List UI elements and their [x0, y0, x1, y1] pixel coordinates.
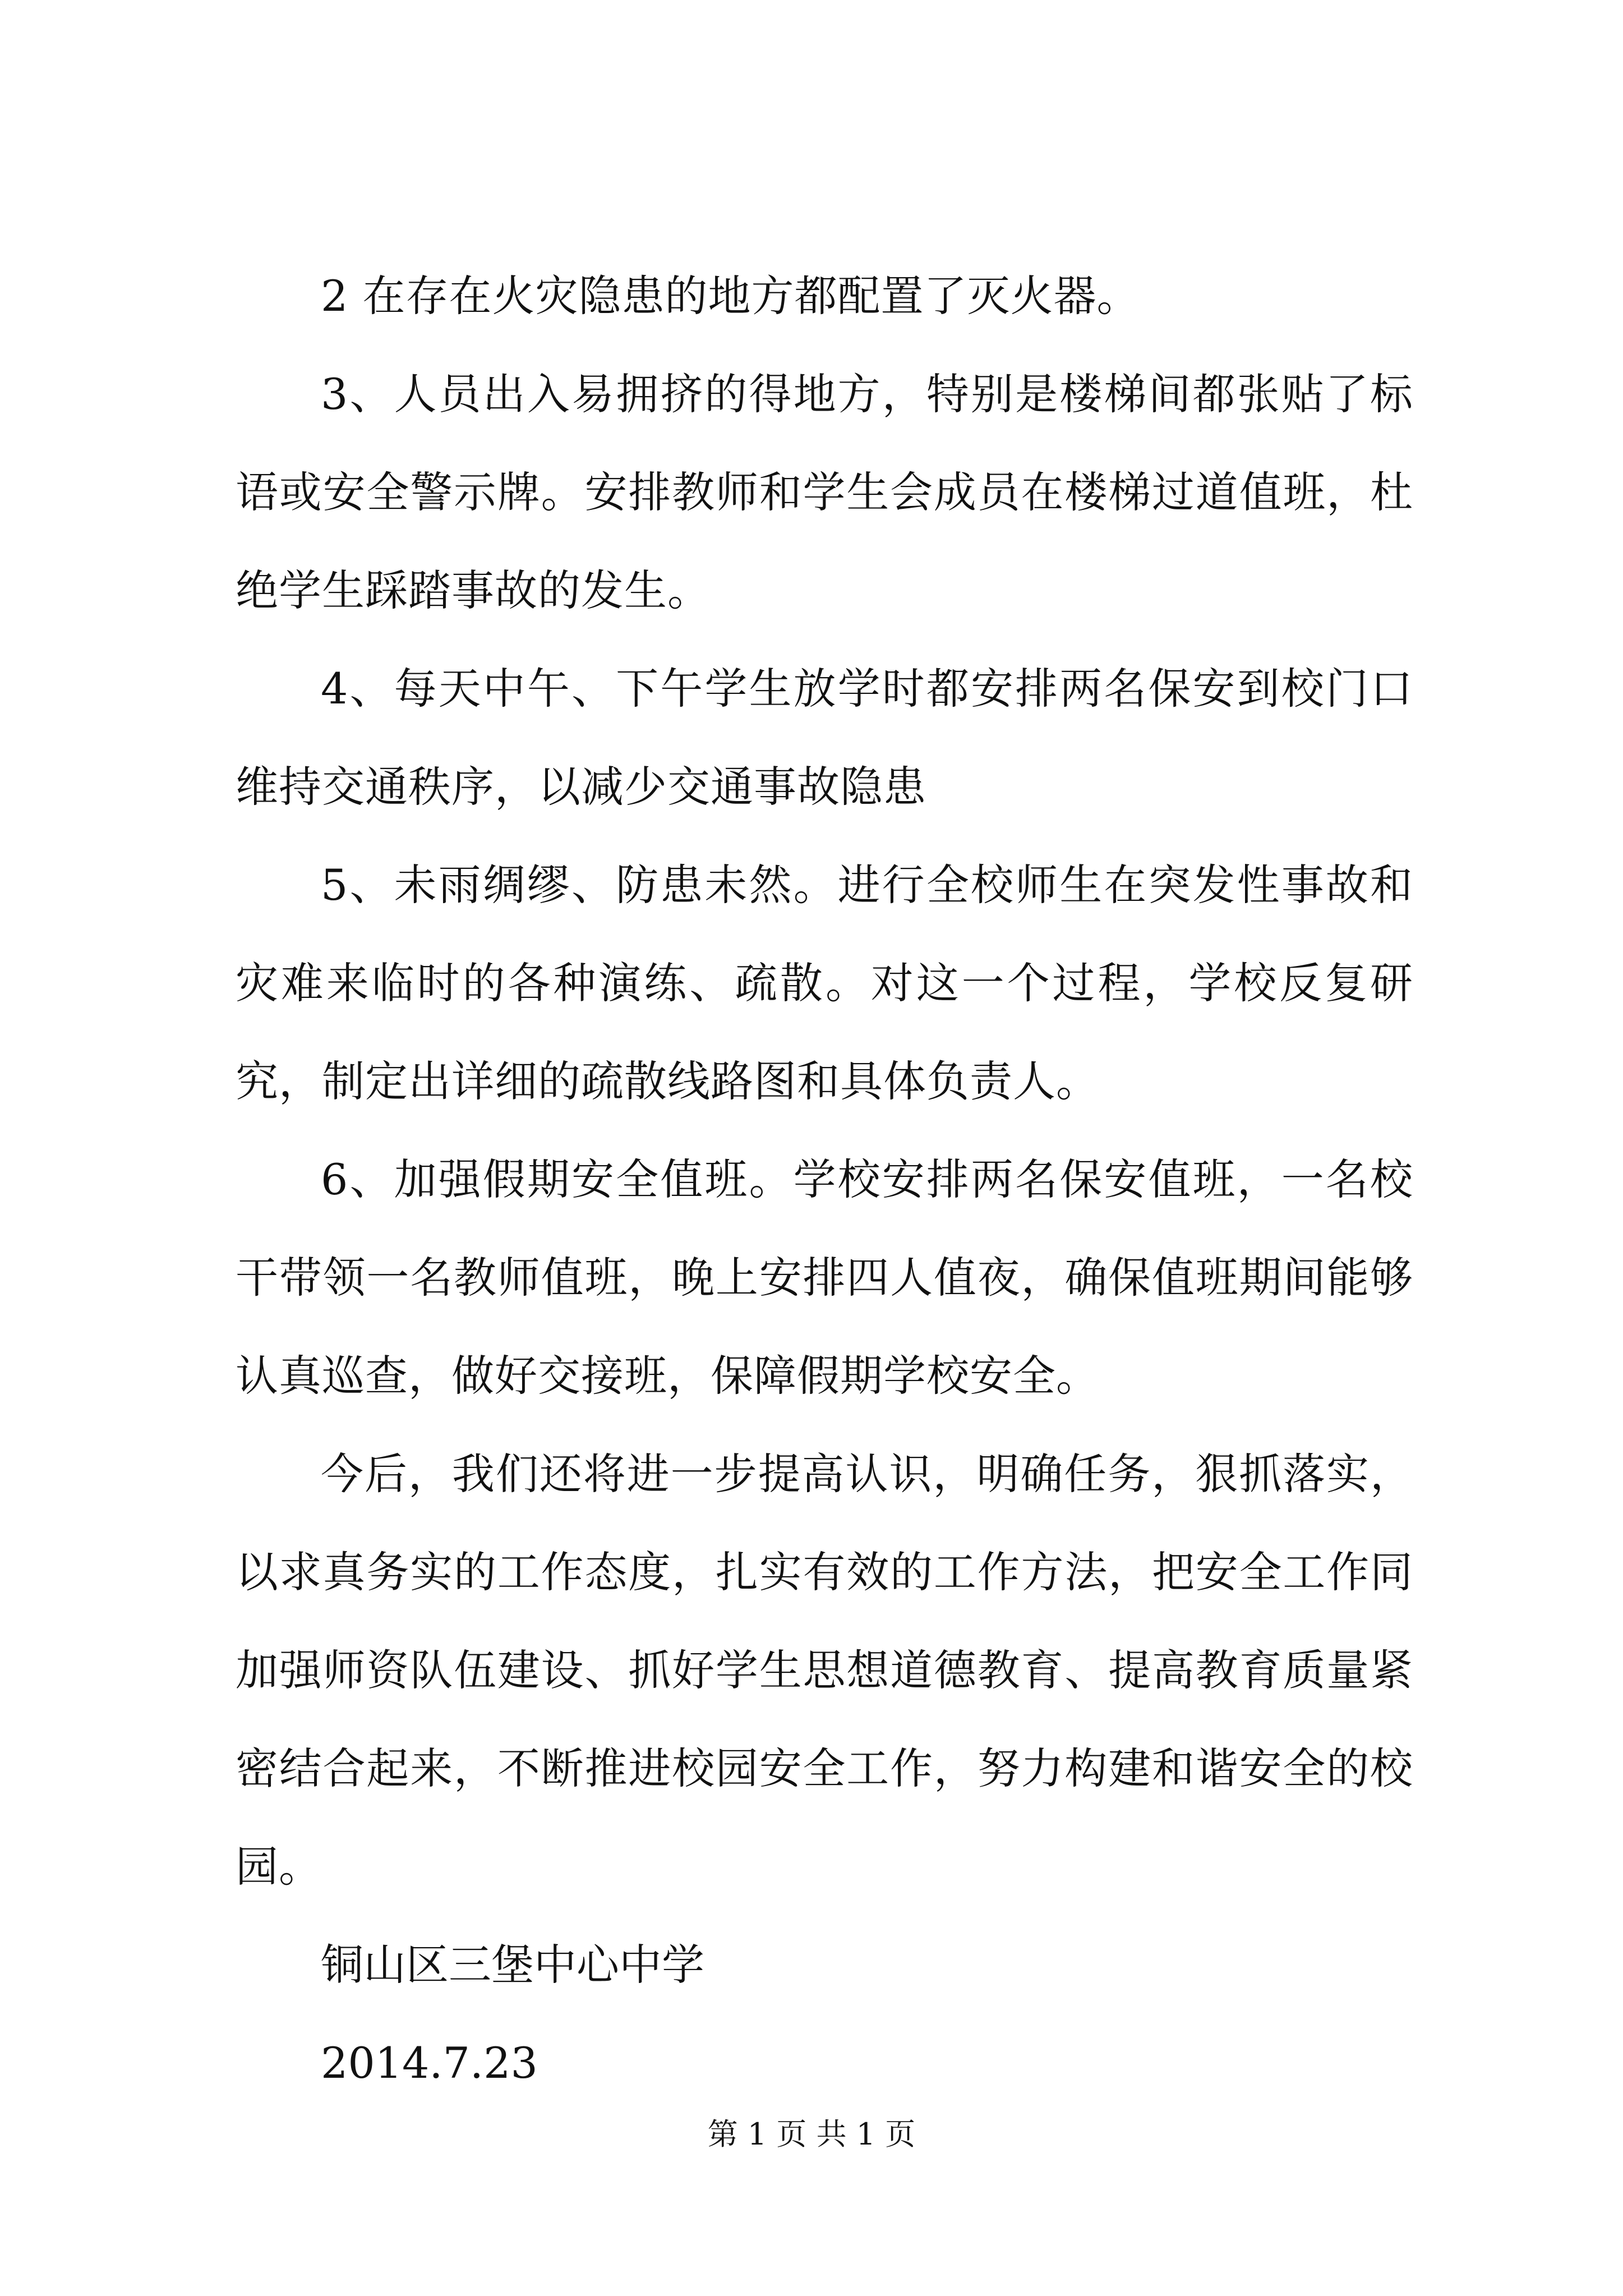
signature-date: 2014.7.23 [321, 2038, 538, 2088]
signature-organization: 铜山区三堡中心中学 [321, 1940, 704, 1990]
paragraph-fire-extinguishers: 2 在存在火灾隐患的地方都配置了灭火器。 [321, 271, 1140, 321]
document-body [236, 247, 1413, 2112]
paragraph-holiday-duty: 6、加强假期安全值班。学校安排两名保安值班，一名校干带领一名教师值班，晚上安排四人值夜，确保值班期间能够认真巡查，做好交接班，保障假期学校安全。 [236, 1154, 1413, 1401]
paragraph-traffic-order: 4、每天中午、下午学生放学时都安排两名保安到校门口维持交通秩序，以减少交通事故隐患 [236, 664, 1413, 812]
page-footer: 第 1 页 共 1 页 [707, 2116, 916, 2152]
paragraph-emergency-drills: 5、未雨绸缪、防患未然。进行全校师生在突发性事故和灾难来临时的各种演练、疏散。对这一个过程，学校反复研究，制定出详细的疏散线路图和具体负责人。 [236, 860, 1413, 1106]
paragraph-future-plans: 今后，我们还将进一步提高认识，明确任务，狠抓落实，以求真务实的工作态度，扎实有效的工作方法，把安全工作同加强师资队伍建设、抓好学生思想道德教育、提高教育质量紧密结合起来，不断推进校园安全工作，努力构建和谐安全的校园。 [236, 1449, 1413, 1892]
paragraph-stairway-safety: 3、人员出入易拥挤的得地方，特别是楼梯间都张贴了标语或安全警示牌。安排教师和学生会成员在楼梯过道值班，杜绝学生踩踏事故的发生。 [236, 369, 1413, 615]
